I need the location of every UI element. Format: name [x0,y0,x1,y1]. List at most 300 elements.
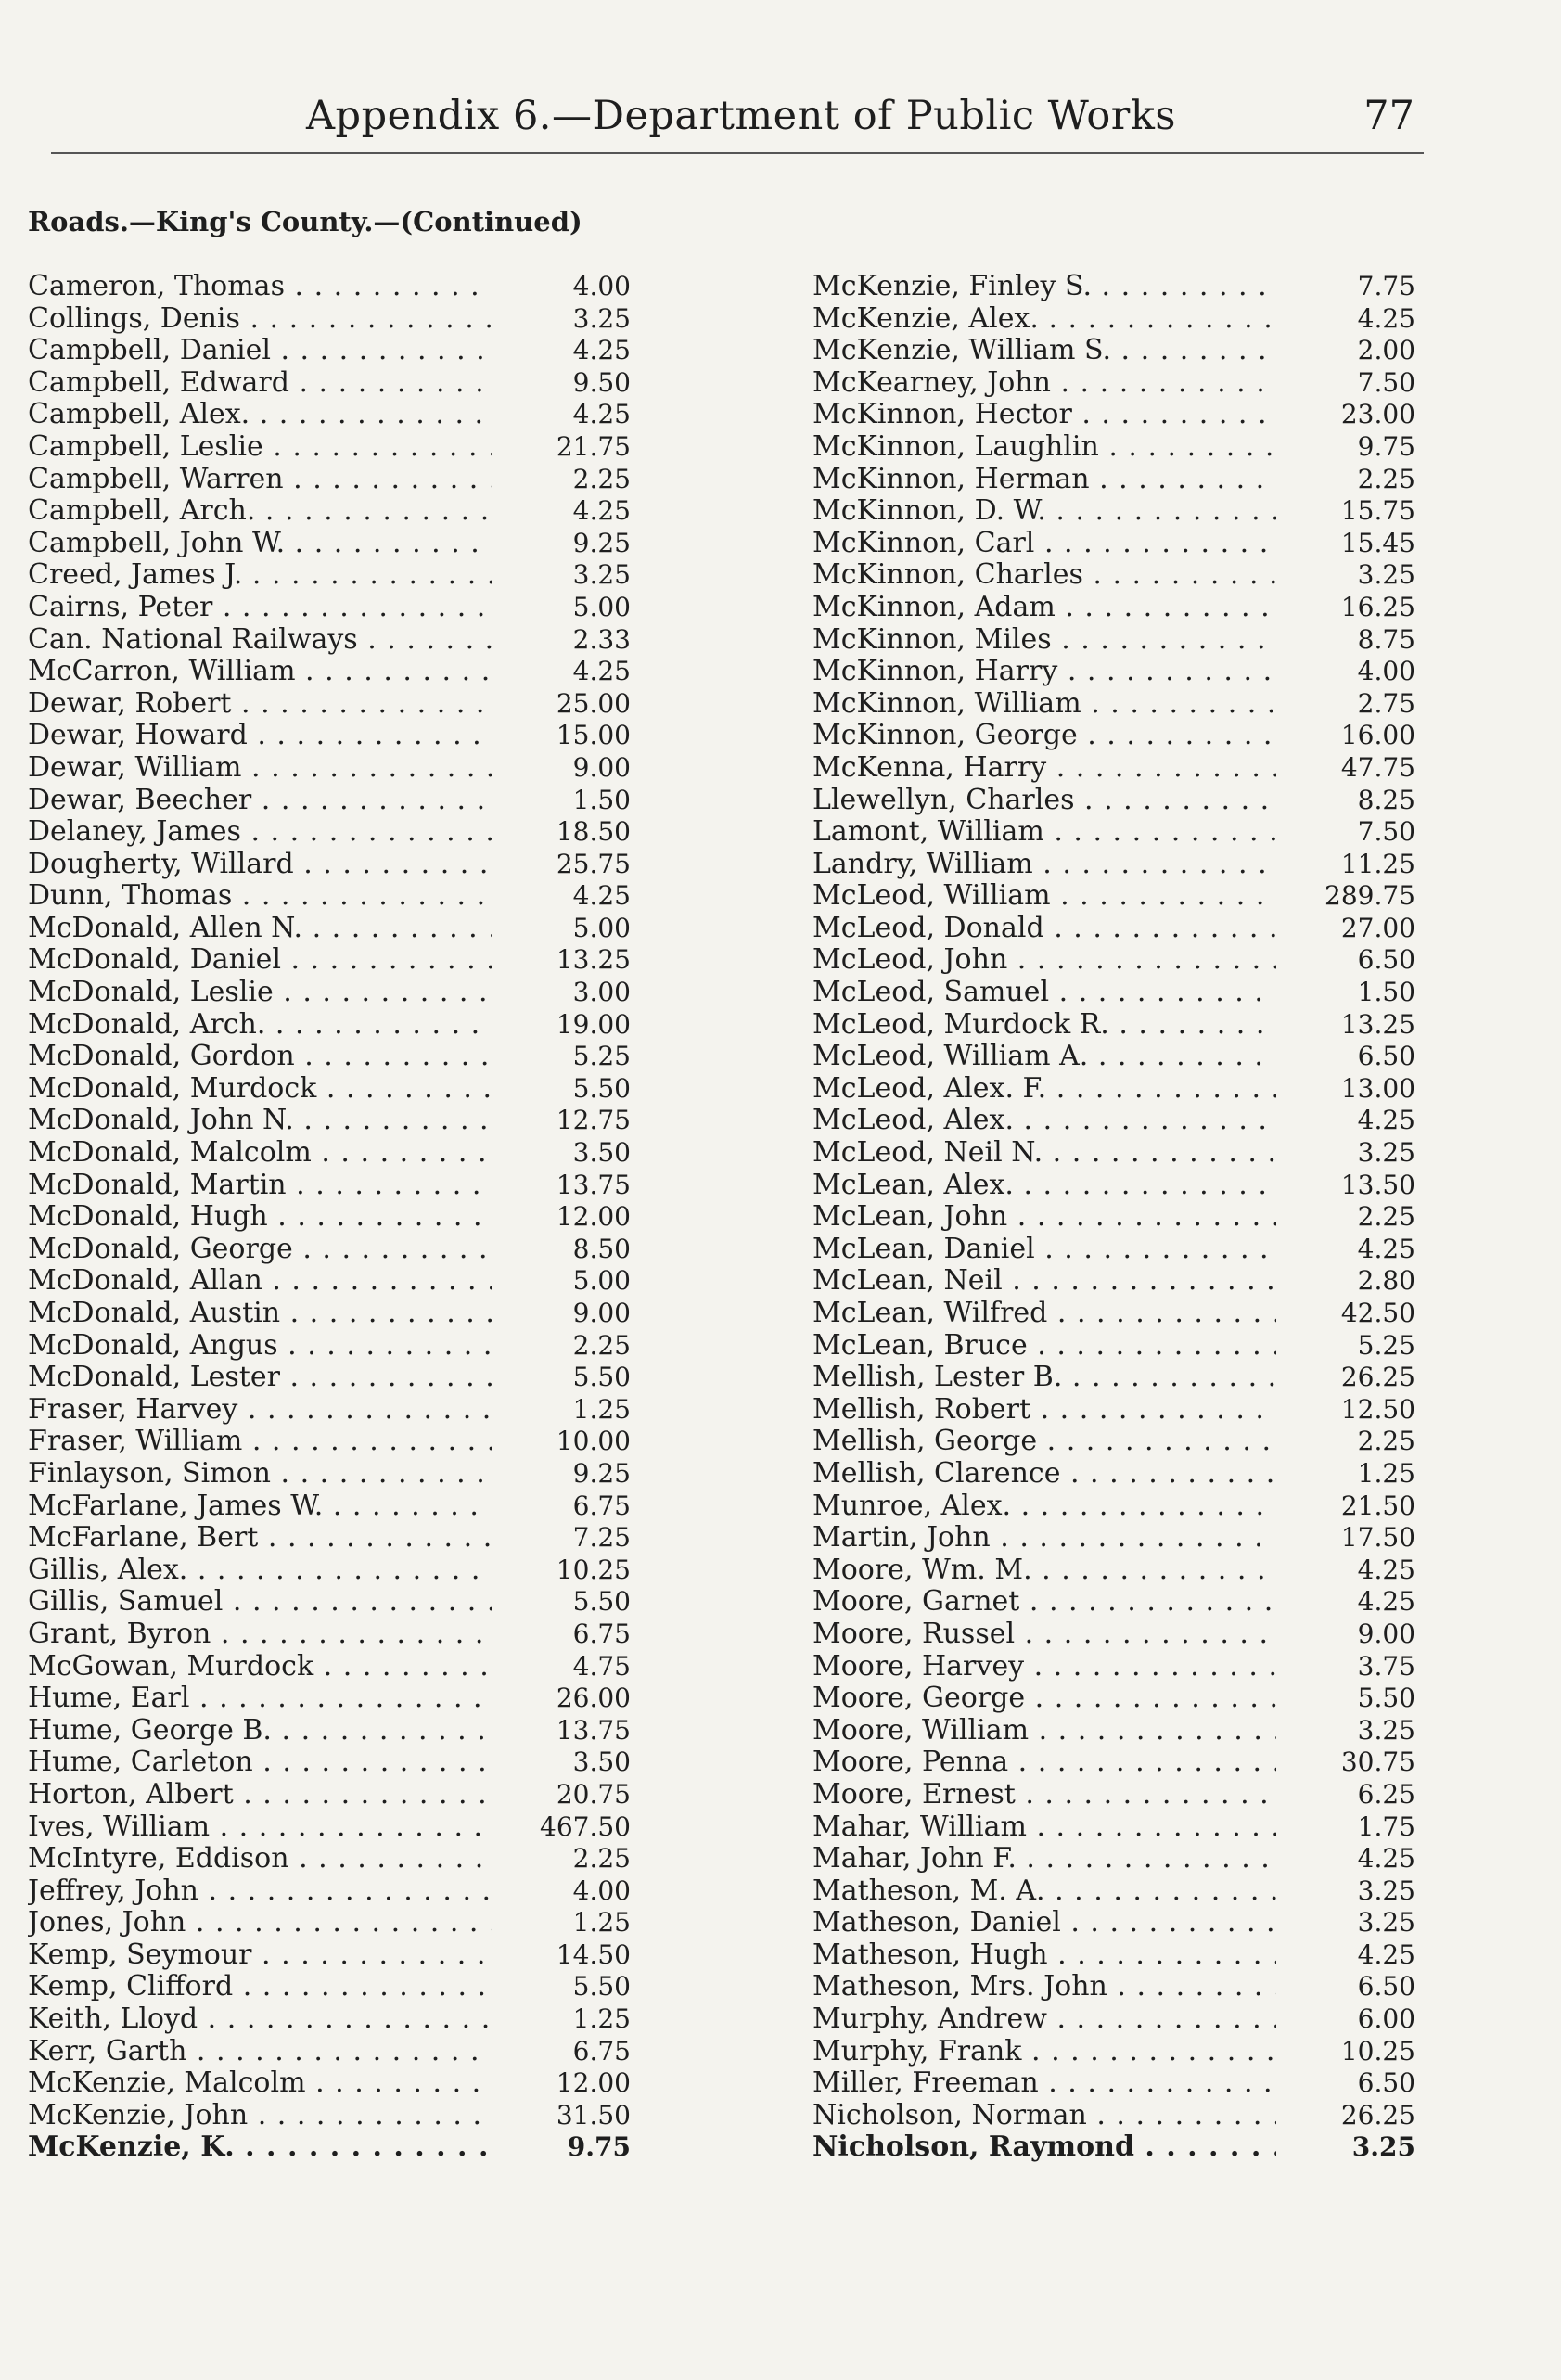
payee-name: Matheson, Mrs. John . . . [812,1971,1276,2003]
payment-amount: 31.50 [556,2099,631,2130]
payee-name: McDonald, Leslie . . . [28,977,492,1009]
payment-amount: 5.50 [572,1072,631,1104]
list-item [28,528,631,560]
payee-name: McLeod, Alex. F. . . . [812,1073,1276,1106]
payment-amount: 1.50 [572,784,631,815]
list-item [28,1265,631,1298]
list-item [812,1362,1415,1394]
payee-name: McKenna, Harry . . . [812,752,1276,785]
list-item [812,1683,1415,1715]
payment-amount: 6.00 [1357,2003,1415,2035]
payment-amount: 5.50 [572,1586,631,1618]
payee-name: Mellish, Clarence . . . [812,1458,1276,1491]
payee-name: Dougherty, Willard . . . [28,849,492,881]
payee-name: Fraser, Harvey . . . [28,1394,492,1427]
list-item [812,1555,1415,1587]
list-item [812,656,1415,688]
payment-amount: 11.25 [1340,848,1415,879]
list-item [28,1843,631,1875]
payment-amount: 6.75 [572,1618,631,1649]
payment-amount: 15.45 [1340,527,1415,558]
payment-amount: 42.50 [1340,1298,1415,1328]
payment-amount: 3.25 [1357,559,1415,591]
payee-name: McIntyre, Eddison . . . [28,1843,492,1875]
payee-name: McDonald, John N. . . . [28,1105,492,1137]
payee-name: Delaney, James . . . [28,816,492,849]
payee-name: Mellish, George . . . [812,1426,1276,1458]
payment-amount: 7.50 [1357,366,1415,398]
list-item [812,1843,1415,1875]
payment-amount: 4.00 [572,1875,631,1906]
list-item [812,1747,1415,1779]
list-item [812,1779,1415,1811]
payee-name: McLean, Daniel . . . [812,1234,1276,1266]
payment-amount: 1.25 [1357,1457,1415,1489]
list-item [28,1586,631,1619]
list-item [28,2036,631,2068]
payee-name: Mellish, Robert . . . [812,1394,1276,1427]
payee-name: McKinnon, Hector . . . [812,399,1276,431]
payee-name: McLean, Wilfred . . . [812,1298,1276,1330]
payee-name: Moore, William . . . [812,1715,1276,1747]
list-item [812,528,1415,560]
list-item [812,303,1415,336]
payee-name: Collings, Denis . . . [28,303,492,336]
payment-amount: 10.00 [556,1426,631,1457]
payment-amount: 5.50 [1357,1683,1415,1714]
payment-amount: 4.25 [1357,1105,1415,1136]
payment-amount: 13.00 [1340,1072,1415,1104]
list-item [812,1170,1415,1202]
list-item [812,1971,1415,2003]
payee-name: Hume, Carleton . . . [28,1747,492,1779]
list-item [812,1939,1415,1972]
list-item [812,913,1415,945]
list-item [812,335,1415,367]
list-item [28,1747,631,1779]
payment-amount: 7.50 [1357,816,1415,848]
payee-name: McLeod, Murdock R. . . . [812,1009,1276,1042]
payment-amount: 3.25 [1357,1875,1415,1906]
payee-name: McKenzie, Malcolm . . . [28,2067,492,2100]
payment-amount: 2.75 [1357,687,1415,719]
payee-name: Mahar, John F. . . . [812,1843,1276,1875]
payment-amount: 4.25 [572,495,631,527]
list-item [812,464,1415,496]
list-item [812,495,1415,528]
payment-amount: 6.50 [1357,944,1415,976]
payee-name: McLeod, William . . . [812,880,1276,913]
payee-name: McFarlane, James W. . . . [28,1491,492,1523]
list-item [812,1265,1415,1298]
payee-name: Creed, James J. . . . [28,559,492,592]
payee-name: Campbell, Leslie . . . [28,431,492,464]
payment-amount: 6.25 [1357,1778,1415,1810]
payee-name: McLeod, Alex. . . . [812,1105,1276,1137]
payment-amount: 5.00 [572,912,631,943]
list-item [28,1779,631,1811]
list-item [28,495,631,528]
payment-amount: 10.25 [1340,2035,1415,2067]
list-item [28,1105,631,1137]
payee-name: McKinnon, Adam . . . [812,592,1276,624]
left-column-list [28,271,631,2164]
payment-amount: 5.25 [1357,1329,1415,1361]
payment-amount: 2.25 [572,1329,631,1361]
payee-name: Gillis, Samuel . . . [28,1586,492,1619]
payment-amount: 9.25 [572,1457,631,1489]
list-item [28,1426,631,1458]
payment-amount: 8.50 [572,1233,631,1264]
payee-name: McDonald, Allan . . . [28,1265,492,1298]
payment-amount: 1.25 [572,1907,631,1939]
list-item [812,1073,1415,1106]
list-item [812,1811,1415,1844]
payment-amount: 13.25 [556,944,631,976]
payee-name: McLean, Bruce . . . [812,1330,1276,1363]
payment-amount: 9.75 [567,2131,631,2163]
payment-amount: 5.25 [572,1041,631,1072]
list-item [812,1394,1415,1427]
payee-name: McDonald, Austin . . . [28,1298,492,1330]
payment-amount: 6.50 [1357,2067,1415,2099]
list-item [812,688,1415,721]
payee-name: Moore, Garnet . . . [812,1586,1276,1619]
payee-name: Fraser, William . . . [28,1426,492,1458]
payment-amount: 2.00 [1357,335,1415,366]
list-item [812,399,1415,431]
list-item [28,1234,631,1266]
list-item [28,816,631,849]
list-item [28,1201,631,1234]
payee-name: Mellish, Lester B. . . . [812,1362,1276,1394]
payment-amount: 26.25 [1340,2099,1415,2130]
payment-amount: 12.00 [556,2067,631,2099]
list-item [812,2131,1415,2164]
list-item [28,785,631,817]
list-item [28,1137,631,1170]
payee-name: McDonald, Angus . . . [28,1330,492,1363]
list-item [28,977,631,1009]
section-heading: Roads.—King's County.—(Continued) [28,206,582,237]
payee-name: Horton, Albert . . . [28,1779,492,1811]
payment-amount: 13.25 [1340,1008,1415,1040]
list-item [812,720,1415,752]
payment-amount: 20.75 [556,1778,631,1810]
payment-amount: 21.75 [556,430,631,462]
list-item [28,1683,631,1715]
payment-amount: 23.00 [1340,399,1415,430]
payment-amount: 18.50 [556,816,631,848]
list-item [812,1041,1415,1073]
payment-amount: 2.80 [1357,1265,1415,1297]
payment-amount: 9.50 [572,366,631,398]
list-item [812,880,1415,913]
payee-name: McDonald, Arch. . . . [28,1009,492,1042]
payee-name: Dewar, Howard . . . [28,720,492,752]
payment-amount: 8.75 [1357,623,1415,655]
payee-name: McKinnon, D. W. . . . [812,495,1276,528]
payee-name: McKenzie, William S. . . . [812,335,1276,367]
list-item [812,1586,1415,1619]
payee-name: Munroe, Alex. . . . [812,1491,1276,1523]
list-item [812,431,1415,464]
payment-amount: 15.00 [556,720,631,751]
list-item [812,2100,1415,2132]
payee-name: Kemp, Seymour . . . [28,1939,492,1972]
payment-amount: 9.00 [572,751,631,783]
payment-amount: 26.00 [556,1683,631,1714]
list-item [812,2036,1415,2068]
list-item [812,2067,1415,2100]
list-item [812,1715,1415,1747]
payee-name: Matheson, M. A. . . . [812,1875,1276,1908]
list-item [28,624,631,657]
list-item [28,1362,631,1394]
payment-amount: 16.25 [1340,591,1415,622]
payee-name: McKinnon, Herman . . . [812,464,1276,496]
list-item [28,752,631,785]
list-item [28,464,631,496]
payment-amount: 3.00 [572,977,631,1008]
payee-name: Cameron, Thomas . . . [28,271,492,303]
payment-amount: 27.00 [1340,912,1415,943]
payee-name: Can. National Railways . . . [28,624,492,657]
payment-amount: 6.75 [572,1490,631,1521]
list-item [812,367,1415,400]
payment-amount: 15.75 [1340,495,1415,527]
list-item [28,1330,631,1363]
payee-name: McDonald, Daniel . . . [28,944,492,977]
payment-amount: 47.75 [1340,751,1415,783]
payment-amount: 13.75 [556,1169,631,1200]
payee-name: McKinnon, Miles . . . [812,624,1276,657]
payee-name: Grant, Byron . . . [28,1619,492,1651]
payment-amount: 3.75 [1357,1650,1415,1682]
list-item [28,1298,631,1330]
payment-amount: 4.25 [1357,302,1415,334]
payee-name: McDonald, Lester . . . [28,1362,492,1394]
payee-name: McGowan, Murdock . . . [28,1651,492,1683]
payee-name: McLeod, Neil N. . . . [812,1137,1276,1170]
list-item [28,688,631,721]
payment-amount: 4.25 [1357,1939,1415,1970]
list-item [28,1875,631,1908]
list-item [812,816,1415,849]
payment-amount: 467.50 [540,1811,631,1842]
payment-amount: 2.33 [572,623,631,655]
payment-amount: 12.75 [556,1105,631,1136]
payee-name: McKinnon, Charles . . . [812,559,1276,592]
payment-amount: 3.25 [1351,2131,1415,2163]
payment-amount: 13.50 [1340,1169,1415,1200]
payee-name: Kemp, Clifford . . . [28,1971,492,2003]
list-item [28,1715,631,1747]
payment-amount: 4.25 [572,880,631,912]
list-item [812,559,1415,592]
payee-name: Cairns, Peter . . . [28,592,492,624]
list-item [812,1105,1415,1137]
payee-name: Dunn, Thomas . . . [28,880,492,913]
payee-name: Moore, Wm. M. . . . [812,1555,1276,1587]
payment-amount: 4.25 [572,335,631,366]
list-item [28,1522,631,1555]
payee-name: McDonald, Gordon . . . [28,1041,492,1073]
payment-amount: 3.25 [572,559,631,591]
list-item [28,1073,631,1106]
payee-name: Moore, George . . . [812,1683,1276,1715]
payment-amount: 2.25 [1357,1201,1415,1233]
list-item [28,944,631,977]
payee-name: Gillis, Alex. . . . [28,1555,492,1587]
payee-name: Hume, Earl . . . [28,1683,492,1715]
payment-amount: 2.25 [572,1843,631,1875]
list-item [28,1491,631,1523]
payee-name: McDonald, Murdock . . . [28,1073,492,1106]
payee-name: McKinnon, Harry . . . [812,656,1276,688]
payment-amount: 4.25 [572,399,631,430]
page-number: 77 [1363,93,1414,139]
payment-amount: 5.50 [572,1362,631,1393]
list-item [812,1458,1415,1491]
payment-amount: 21.50 [1340,1490,1415,1521]
payment-amount: 3.50 [572,1137,631,1169]
payee-name: McKenzie, John . . . [28,2100,492,2132]
list-item [28,1009,631,1042]
payee-name: McKenzie, Alex. . . . [812,303,1276,336]
payee-name: Nicholson, Norman . . . [812,2100,1276,2132]
list-item [28,367,631,400]
list-item [28,1619,631,1651]
payment-amount: 25.00 [556,687,631,719]
payee-name: Jeffrey, John . . . [28,1875,492,1908]
payment-amount: 7.25 [572,1522,631,1554]
list-item [812,1651,1415,1683]
payee-name: Lamont, William . . . [812,816,1276,849]
payment-amount: 1.50 [1357,977,1415,1008]
payment-amount: 3.25 [1357,1137,1415,1169]
payment-amount: 9.00 [1357,1618,1415,1649]
list-item [28,2100,631,2132]
list-item [28,1394,631,1427]
payment-amount: 1.25 [572,2003,631,2035]
payee-name: Campbell, Daniel . . . [28,335,492,367]
list-item [812,785,1415,817]
list-item [28,2067,631,2100]
payment-amount: 2.25 [1357,463,1415,494]
list-item [28,559,631,592]
payee-name: Murphy, Andrew . . . [812,2003,1276,2036]
list-item [812,944,1415,977]
payee-name: McKenzie, Finley S. . . . [812,271,1276,303]
payee-name: McKinnon, Laughlin . . . [812,431,1276,464]
payee-name: McDonald, Allen N. . . . [28,913,492,945]
payment-amount: 6.50 [1357,1041,1415,1072]
payee-name: Miller, Freeman . . . [812,2067,1276,2100]
payment-amount: 3.25 [572,302,631,334]
payment-amount: 4.25 [1357,1843,1415,1875]
page-header [51,85,1424,154]
list-item [812,1907,1415,1939]
list-item [812,1875,1415,1908]
payment-amount: 2.25 [572,463,631,494]
payment-amount: 4.00 [1357,656,1415,687]
list-item [28,656,631,688]
list-item [28,335,631,367]
right-column-list [812,271,1415,2164]
payment-amount: 6.75 [572,2035,631,2067]
list-item [812,2003,1415,2036]
list-item [812,752,1415,785]
list-item [28,271,631,303]
payment-amount: 9.75 [1357,430,1415,462]
payee-name: McLeod, Donald . . . [812,913,1276,945]
list-item [28,1458,631,1491]
list-item [812,592,1415,624]
payment-amount: 7.75 [1357,271,1415,301]
payment-amount: 19.00 [556,1008,631,1040]
list-item [28,913,631,945]
payee-name: Campbell, Arch. . . . [28,495,492,528]
payment-amount: 6.50 [1357,1971,1415,2003]
list-item [28,2003,631,2036]
list-item [28,399,631,431]
list-item [812,1137,1415,1170]
payee-name: McDonald, Hugh . . . [28,1201,492,1234]
payment-amount: 4.25 [572,656,631,687]
payee-name: Dewar, William . . . [28,752,492,785]
list-item [28,1907,631,1939]
list-item [812,1298,1415,1330]
payee-name: Matheson, Hugh . . . [812,1939,1276,1972]
payment-amount: 12.00 [556,1201,631,1233]
payment-amount: 25.75 [556,848,631,879]
payee-name: Campbell, Warren . . . [28,464,492,496]
list-item [812,624,1415,657]
payment-amount: 30.75 [1340,1747,1415,1778]
list-item [28,1651,631,1683]
payee-name: McLeod, Samuel . . . [812,977,1276,1009]
payment-amount: 9.25 [572,527,631,558]
list-item [28,880,631,913]
payment-amount: 12.50 [1340,1393,1415,1425]
payee-name: Llewellyn, Charles . . . [812,785,1276,817]
page-title: Appendix 6.—Department of Public Works [306,93,1176,139]
payee-name: McKinnon, George . . . [812,720,1276,752]
payment-amount: 4.25 [1357,1586,1415,1618]
payment-amount: 4.25 [1357,1554,1415,1585]
payment-amount: 4.25 [1357,1233,1415,1264]
payee-name: McLeod, John . . . [812,944,1276,977]
list-item [28,1170,631,1202]
payee-name: Ives, William . . . [28,1811,492,1844]
payee-name: McKinnon, Carl . . . [812,528,1276,560]
payment-amount: 5.50 [572,1971,631,2003]
payee-name: Campbell, Edward . . . [28,367,492,400]
payee-name: Matheson, Daniel . . . [812,1907,1276,1939]
payee-name: McKearney, John . . . [812,367,1276,400]
payee-name: McLean, John . . . [812,1201,1276,1234]
payee-name: Finlayson, Simon . . . [28,1458,492,1491]
payment-amount: 5.00 [572,1265,631,1297]
payee-name: Murphy, Frank . . . [812,2036,1276,2068]
payee-name: Moore, Russel . . . [812,1619,1276,1651]
payee-name: McDonald, George . . . [28,1234,492,1266]
payment-amount: 3.50 [572,1747,631,1778]
list-item [812,1426,1415,1458]
list-item [812,271,1415,303]
list-item [28,1811,631,1844]
